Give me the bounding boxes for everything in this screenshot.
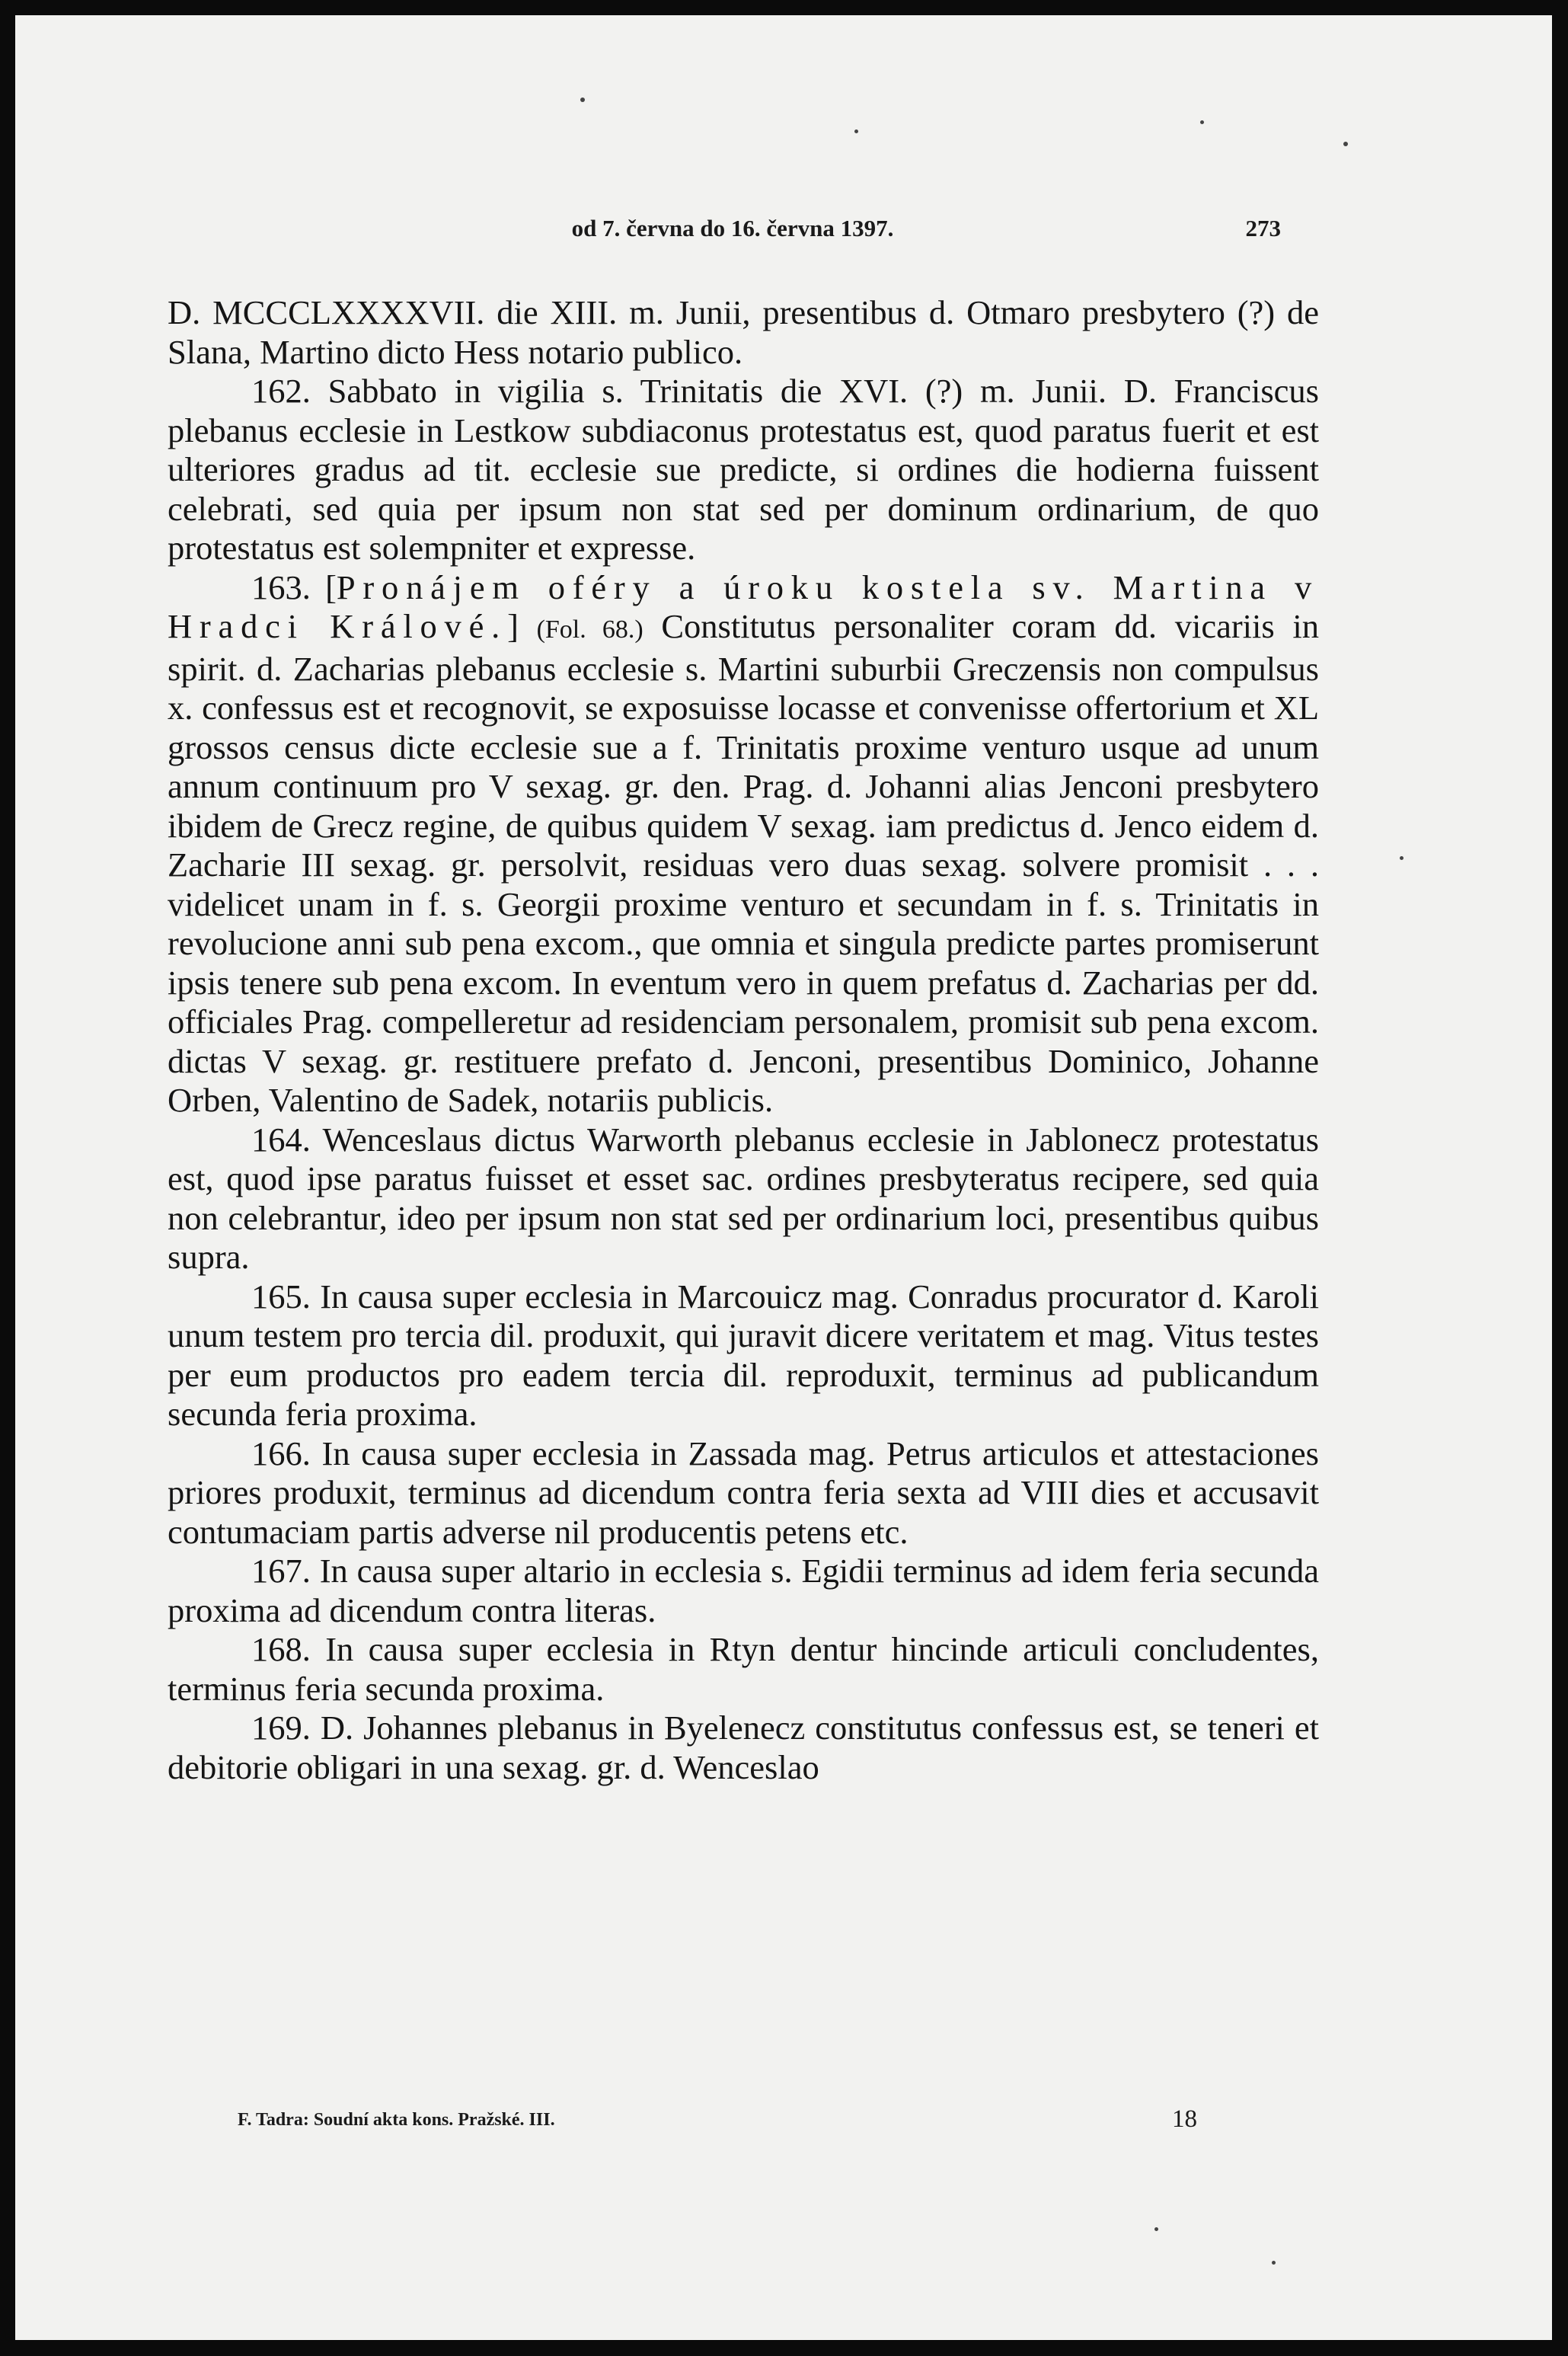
print-speck <box>854 129 858 133</box>
page-header <box>184 215 1281 251</box>
heading-bracket: ] <box>507 607 537 645</box>
print-speck <box>1154 2227 1158 2231</box>
book-page <box>15 15 1552 2340</box>
paragraph-168: 168. In causa super ecclesia in Rtyn dentur hincinde articuli concludentes, terminus feria secunda proxima. <box>168 1630 1319 1708</box>
entry-heading: Pronájem oféry a úroku kostela sv. Martina v Hradci Králové. <box>168 567 1319 645</box>
print-speck <box>580 98 585 102</box>
paragraph-164: 164. Wenceslaus dictus Warworth plebanus ecclesie in Jablonecz protestatus est, quod ipse paratus fuisset et esset sac. ordines presbyteratus recipere, sed quia non celebrantur, ideo per ipsum non stat sed per ordinarium loci, presentibus quibus supra. <box>168 1120 1319 1276</box>
paragraph-169: 169. D. Johannes plebanus in Byelenecz constitutus confessus est, se teneri et debitorie obligari in una sexag. gr. d. Wenceslao <box>168 1709 1319 1786</box>
print-speck <box>1400 856 1404 860</box>
print-speck <box>1343 142 1348 146</box>
sheet-signature: 18 <box>1172 2105 1197 2133</box>
main-text <box>168 293 1319 1787</box>
print-speck <box>1200 120 1204 124</box>
page-number: 273 <box>1245 215 1281 241</box>
paragraph-166: 166. In causa super ecclesia in Zassada mag. Petrus articulos et attestaciones priores produxit, terminus ad dicendum contra feria sexta ad VIII dies et accusavit contumaciam partis adverse nil producentis petens etc. <box>168 1434 1319 1551</box>
entry-number: 163. [ <box>251 567 337 606</box>
paragraph-162: 162. Sabbato in vigilia s. Trinitatis die XVI. (?) m. Junii. D. Franciscus plebanus ecclesie in Lestkow subdiaconus protestatus est, quod paratus fuerit et est ulteriores gradus ad tit. ecclesie sue predicte, si ordines die hodierna fuissent celebrati, sed quia per ipsum non stat sed per dominum ordinarium, de quo protestatus est solempniter et expresse. <box>168 372 1319 567</box>
paragraph-165: 165. In causa super ecclesia in Marcouicz mag. Conradus procurator d. Karoli unum testem pro tercia dil. produxit, qui juravit dicere veritatem et mag. Vitus testes per eum productos pro eadem tercia dil. reproduxit, terminus ad publicandum secunda feria proxima. <box>168 1277 1319 1433</box>
print-speck <box>1272 2261 1276 2265</box>
paragraph-date-entry: D. MCCCLXXXXVII. die XIII. m. Junii, presentibus d. Otmaro presbytero (?) de Slana, Martino dicto Hess notario publico. <box>168 293 1319 371</box>
footer-source: F. Tadra: Soudní akta kons. Pražské. III. <box>238 2110 555 2130</box>
paragraph-167: 167. In causa super altario in ecclesia s. Egidii terminus ad idem feria secunda proxima ad dicendum contra literas. <box>168 1552 1319 1629</box>
entry-body: Constitutus personaliter coram dd. vicariis in spirit. d. Zacharias plebanus ecclesie s. Martini suburbii Greczensis non compulsus x. confessus est et recognovit, se exposuisse locasse et convenisse offertorium et XL grossos census dicte ecclesie sue a f. Trinitatis proxime venturo usque ad unum annum continuum pro V sexag. gr. den. Prag. d. Johanni alias Jenconi presbytero ibidem de Grecz regine, de quibus quidem V sexag. iam predictus d. Jenco eidem d. Zacharie III sexag. gr. persolvit, residuas vero duas sexag. solvere promisit . . . videlicet unam in f. s. Georgii proxime venturo et secundam in f. s. Trinitatis in revolucione anni sub pena excom., que omnia et singula predicte partes promiserunt ipsis tenere sub pena excom. In eventum vero in quem prefatus d. Zacharias per dd. officiales Prag. compelleretur ad residenciam personalem, promisit sub pena excom. dictas V sexag. gr. restituere prefato d. Jenconi, presentibus Dominico, Johanne Orben, Valentino de Sadek, notariis publicis. <box>168 607 1319 1119</box>
folio-reference: (Fol. 68.) <box>536 615 643 644</box>
page-footer <box>238 2105 1197 2136</box>
paragraph-163 <box>168 568 1319 1120</box>
running-title: od 7. června do 16. června 1397. <box>571 215 894 241</box>
